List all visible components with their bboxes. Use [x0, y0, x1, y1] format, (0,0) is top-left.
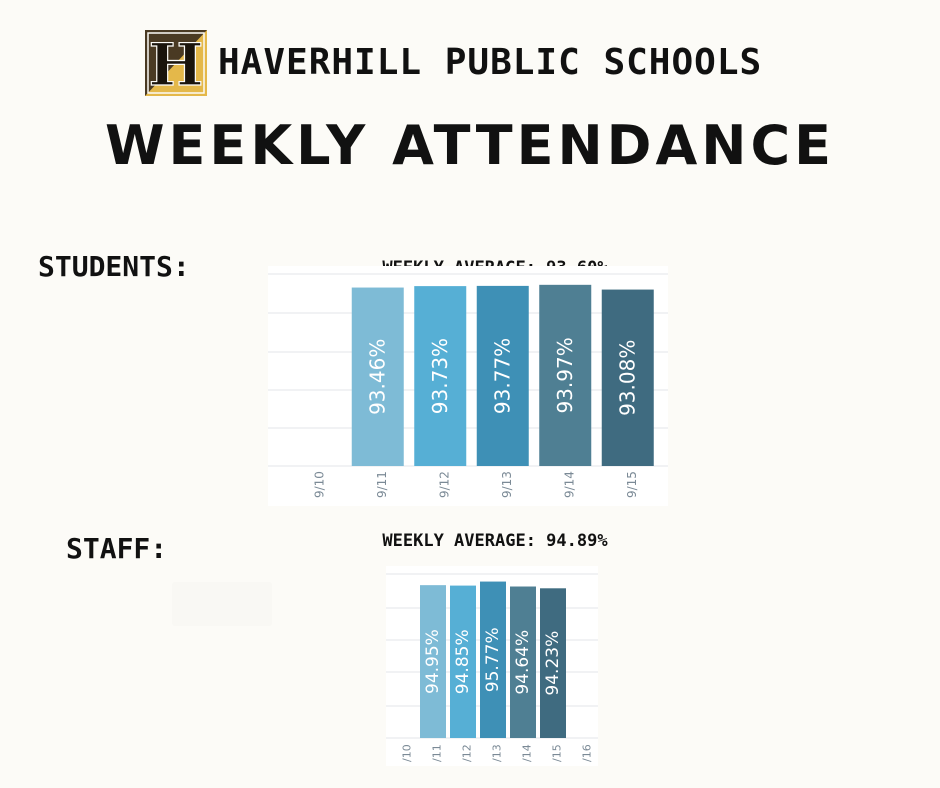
tick-label: /12 [460, 744, 474, 762]
data-label: 94.64% [513, 629, 533, 695]
page-title: WEEKLY ATTENDANCE [104, 114, 835, 177]
data-label: 93.46% [365, 338, 390, 415]
staff-average: WEEKLY AVERAGE: 94.89% [382, 531, 608, 551]
tick-label: /11 [430, 744, 444, 762]
haverhill-logo [145, 30, 207, 96]
tick-label: /16 [580, 744, 594, 762]
data-label: 93.77% [490, 337, 515, 415]
data-label: 94.23% [543, 630, 563, 696]
tick-label: 9/11 [374, 471, 389, 498]
data-label: 93.97% [553, 337, 578, 414]
tick-label: /15 [550, 744, 564, 762]
header [0, 28, 940, 100]
tick-label: 9/15 [624, 471, 639, 498]
tick-label: /13 [490, 744, 504, 762]
students-chart [268, 266, 668, 506]
tick-label: 9/12 [437, 471, 452, 498]
tick-label: /14 [520, 744, 534, 762]
students-chart-svg [268, 266, 668, 506]
tick-label: /10 [400, 744, 414, 762]
staff-chart [386, 566, 598, 766]
data-label: 93.08% [615, 339, 640, 416]
staff-label: STAFF: [66, 532, 168, 565]
data-label: 94.85% [453, 629, 473, 695]
staff-chart-svg [386, 566, 598, 766]
svg-text:H: H [148, 31, 204, 96]
faded-overlay [172, 582, 272, 626]
data-label: 93.73% [428, 337, 453, 415]
school-name: HAVERHILL PUBLIC SCHOOLS [218, 42, 763, 83]
data-label: 94.95% [423, 629, 443, 694]
data-label: 95.77% [483, 627, 503, 693]
tick-label: 9/13 [499, 471, 514, 498]
students-label: STUDENTS: [38, 250, 190, 283]
tick-label: 9/10 [312, 471, 327, 498]
tick-label: 9/14 [562, 471, 577, 498]
